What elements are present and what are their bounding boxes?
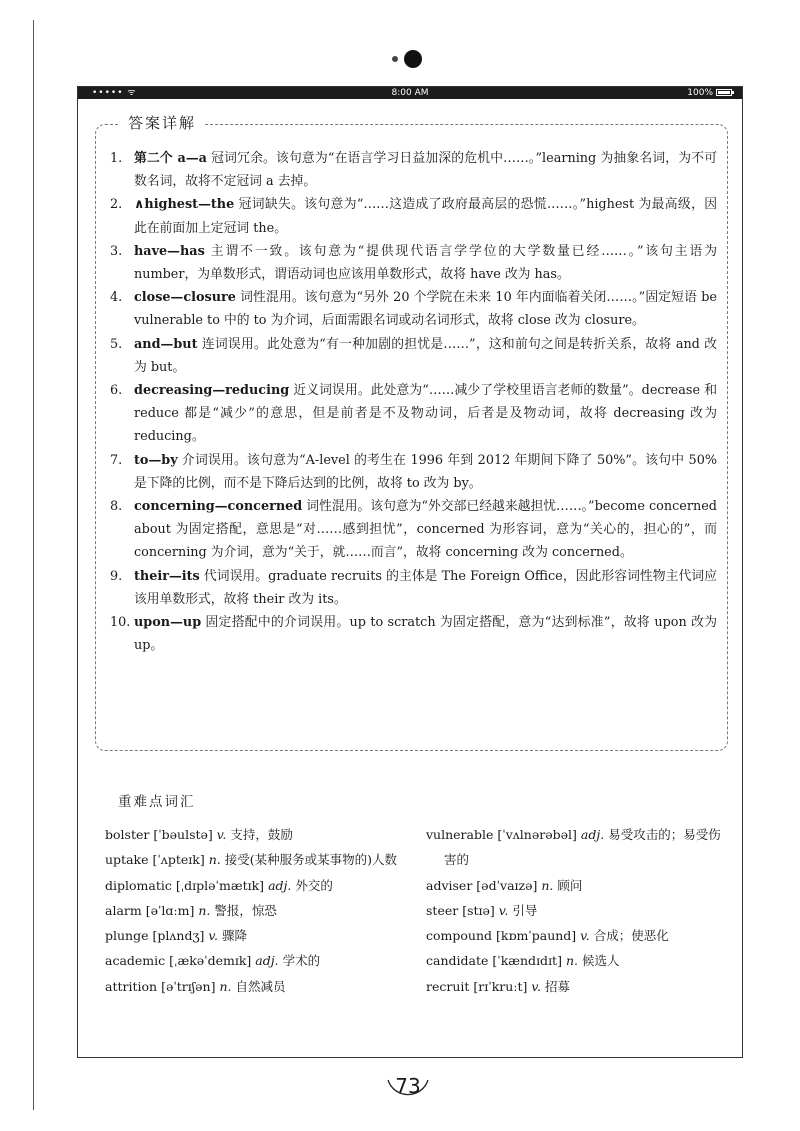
vocab-phonetic: [ˈbəulstə] [153,827,213,842]
vocab-pos: v. [531,978,541,994]
status-time: 8:00 AM [391,88,429,98]
answer-item [110,147,717,193]
answer-explanation: 固定搭配中的介词误用。up to scratch 为固定搭配，意为“达到标准”，故将 upon 改为 up。 [134,615,717,654]
vocab-pos: n. [219,978,232,994]
vocab-phonetic: [ˌdɪpləˈmætɪk] [175,877,265,893]
answer-correction: their—its [134,568,200,584]
answer-number: 9. [110,568,123,584]
vocab-item [105,822,405,847]
battery-icon [716,89,732,96]
battery-label: 100% [687,88,713,98]
answer-item [110,286,717,332]
answer-number: 8. [110,499,123,515]
vocab-list-left [105,822,405,999]
vocab-list-right [426,822,726,999]
vocab-definition: 易受攻击的；易受伤害的 [444,827,721,868]
vocab-item [426,948,726,973]
answer-item [110,495,717,565]
answer-correction: have—has [134,243,205,259]
answer-item [110,565,717,611]
vocab-item [426,898,726,923]
answer-item [110,193,717,239]
vocab-phonetic: [rɪˈkruːt] [473,978,528,994]
vocab-word: diplomatic [105,877,172,893]
vocab-item [105,923,405,948]
vocab-word: recruit [426,978,470,994]
signal-indicator: ••••• ᯤ [92,88,137,98]
answer-number: 7. [110,452,123,468]
vocab-definition: 自然减员 [235,978,286,994]
vocab-phonetic: [ədˈvaɪzə] [476,877,538,893]
vocab-definition: 招募 [544,978,570,994]
answer-explanation-box [95,114,728,751]
vocab-pos: n. [565,953,578,969]
answer-item [110,333,717,379]
answer-explanation: 主谓不一致。该句意为“提供现代语言学学位的大学数量已经……。”该句主语为 number，为单数形式，谓语动词也应该用单数形式，故将 have 改为 has。 [134,243,717,283]
vocab-phonetic: [kɒmˈpaund] [496,928,577,944]
answer-number: 5. [110,336,123,352]
vocab-word: uptake [105,852,149,868]
vocab-pos: adj. [580,827,605,842]
answer-correction: ∧highest—the [134,197,235,213]
vocab-definition: 合成；使恶化 [593,928,669,944]
status-bar [78,87,742,99]
answer-correction: upon—up [134,615,202,631]
answer-correction: and—but [134,336,198,352]
vocab-definition: 外交的 [295,877,333,893]
vocab-definition: 警报，惊恐 [214,902,277,918]
answer-correction: concerning—concerned [134,499,303,515]
answer-number: 1. [110,151,123,166]
answer-number: 6. [110,383,123,399]
vocab-word: attrition [105,978,158,994]
vocab-item [105,948,405,973]
vocab-word: alarm [105,902,142,918]
vocab-pos: n. [198,902,211,918]
vocab-definition: 引导 [512,902,538,918]
vocab-phonetic: [stɪə] [462,902,495,918]
vocab-pos: n. [208,852,221,868]
vocab-word: vulnerable [426,827,494,842]
answer-explanation: 冠词缺失。该句意为“……这造成了政府最高层的恐慌……。”highest 为最高级，因此在前面加上定冠词 the。 [134,197,717,236]
vocab-pos: v. [208,928,218,944]
answer-explanation: 冠词冗余。该句意为“在语言学习日益加深的危机中……。”learning 为抽象名词，为不可数名词，故将不定冠词 a 去掉。 [134,151,717,190]
vocab-item [105,847,405,872]
device-screen [77,86,743,1058]
answer-item [110,449,717,495]
page-number-arc [384,1062,432,1110]
answer-number: 2. [110,197,123,213]
answer-correction: to—by [134,452,178,468]
vocab-definition: 骤降 [221,928,247,944]
vocab-item [105,873,405,898]
vocab-word: academic [105,953,166,969]
vocab-definition: 学术的 [282,953,321,969]
vocab-phonetic: [əˈtrɪʃən] [161,978,216,994]
vocab-word: steer [426,902,459,918]
answer-explanation: 词性混用。该句意为“另外 20 个学院在未来 10 年内面临着关闭……。”固定短语 be vulnerable to 中的 to 为介词，后面需跟名词或动名词形式，故将 close 改为 closure。 [134,290,717,329]
vocab-definition: 支持，鼓励 [230,827,293,842]
vocab-section-title: 重难点词汇 [118,794,196,810]
answer-item [110,611,717,657]
page-number [384,1062,432,1110]
answer-correction: 第二个 a—a [134,151,207,166]
answer-explanation: 近义词误用。此处意为“……减少了学校里语言老师的数量”。decrease 和 reduce 都是“减少”的意思，但是前者是不及物动词，后者是及物动词，故将 decreasing 改为 reducing。 [134,383,717,445]
answer-explanation: 连词误用。此处意为“有一种加剧的担忧是……”，这和前句之间是转折关系，故将 and 改为 but。 [134,336,717,375]
vocab-phonetic: [əˈlɑːm] [145,902,195,918]
vocab-phonetic: [ˈvʌlnərəbəl] [497,827,577,842]
answer-item [110,240,717,286]
page-dot-active[interactable] [404,50,422,68]
answer-number: 4. [110,290,123,306]
vocab-item [426,822,726,873]
vocab-word: adviser [426,877,473,893]
vocab-item [105,974,405,999]
vocab-word: candidate [426,953,489,969]
vocab-word: plunge [105,928,149,944]
vocab-phonetic: [ˌækəˈdemɪk] [169,953,252,969]
vocab-item [105,898,405,923]
answer-explanation: 介词误用。该句意为“A-level 的考生在 1996 年到 2012 年期间下降了 50%”。该句中 50% 是下降的比例，而不是下降后达到的比例，故将 to 改为 by。 [134,452,717,491]
vocab-pos: adj. [255,953,279,969]
answer-explanation: 词性混用。该句意为“外交部已经越来越担忧……。”become concerned about 为固定搭配，意思是“对……感到担忧”，concerned 为形容词，意为“关心的，担心的”，而 concerning 为介词，意为“关于，就……而言”，故将 concerning 改为 concerned。 [134,499,717,561]
vocab-pos: v. [580,928,590,944]
vocab-phonetic: [ˈkændɪdɪt] [492,953,562,969]
vocab-definition: 顾问 [557,877,583,893]
vocab-item [426,974,726,999]
battery-indicator [687,87,732,99]
answer-number: 10. [110,615,131,631]
vocab-definition: 候选人 [581,953,620,969]
vocab-item [426,923,726,948]
vocab-item [426,873,726,898]
vocab-definition: 接受(某种服务或某事物的)人数 [224,852,397,868]
vocab-pos: v. [498,902,509,918]
answer-list [110,147,717,657]
answer-item [110,379,717,449]
answer-explanation: 代词误用。graduate recruits 的主体是 The Foreign Office，因此形容词性物主代词应该用单数形式，故将 their 改为 its。 [134,568,717,607]
vocab-phonetic: [ˈʌpteɪk] [152,852,205,868]
vocab-pos: n. [541,877,554,893]
vocab-word: compound [426,928,493,944]
vocab-pos: v. [216,827,227,842]
vocab-pos: adj. [268,877,292,893]
answer-section-title: 答案详解 [120,112,204,133]
answer-number: 3. [110,243,123,259]
page-number-text: 73 [395,1074,421,1098]
vocab-word: bolster [105,827,150,842]
vocab-phonetic: [plʌndʒ] [152,928,205,944]
answer-correction: close—closure [134,290,236,306]
answer-correction: decreasing—reducing [134,383,290,399]
page-dot-inactive[interactable] [392,56,398,62]
binding-margin-line [33,20,34,1110]
